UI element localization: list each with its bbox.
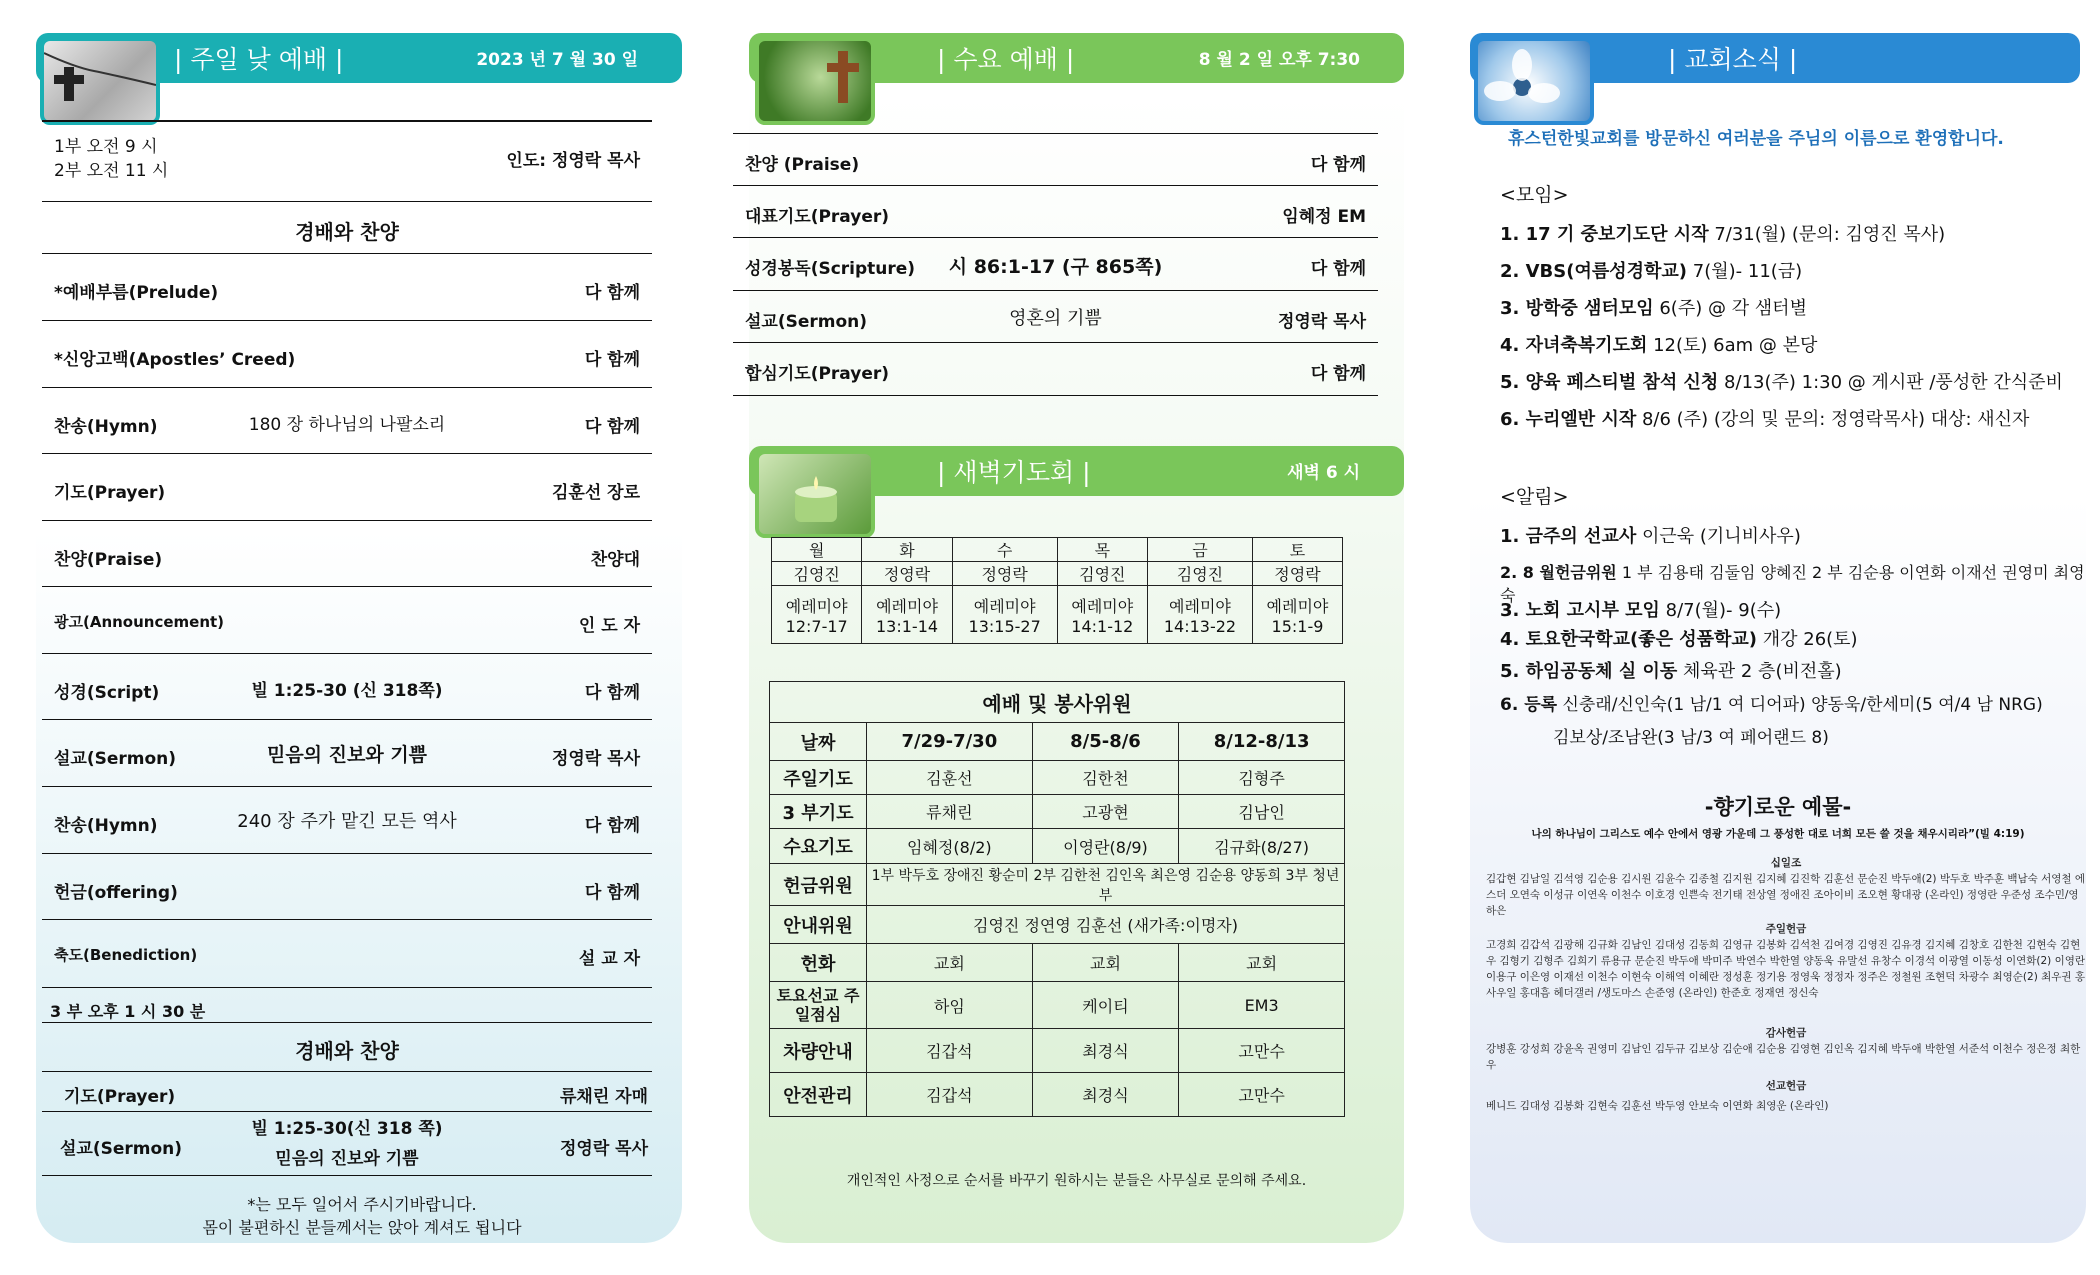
third-sermon-scripture: 빌 1:25-30(신 318 쪽) (251, 1119, 443, 1139)
order-item (42, 787, 652, 854)
order-responsible: 임혜정 EM (1282, 207, 1366, 227)
order-label: *예배부름(Prelude) (54, 283, 219, 303)
meeting-item (1500, 220, 1945, 246)
committee-title: 예배 및 봉사위원 (770, 682, 1345, 723)
church-news-panel (1400, 0, 2100, 1275)
thanks-offering-names: 강병훈 강성희 강윤옥 권영미 김남인 김두규 김보상 김순애 김순용 김영현 김인옥 김지혜 박두애 박한열 서준석 이천수 정은정 최한우 (1486, 1043, 2081, 1071)
passage-cell (952, 586, 1057, 644)
role-label: 차량안내 (770, 1029, 867, 1073)
seated-note: 몸이 불편하신 분들께서는 앉아 계셔도 됩니다 (202, 1218, 522, 1237)
order-detail: 240 장 주가 맡긴 모든 역사 (237, 811, 457, 832)
order-item (42, 388, 652, 454)
passage-cell (1252, 586, 1342, 644)
service-1-time: 1부 오전 9 시 (54, 137, 158, 157)
verse: 15:1-9 (1271, 616, 1324, 636)
meeting-detail: 6(주) @ 각 샘터별 (1659, 298, 1807, 319)
role-cell: 김훈선 (867, 761, 1033, 795)
notice-item (1500, 625, 1858, 651)
order-label: 설교(Sermon) (745, 312, 868, 332)
order-responsible: 다 함께 (584, 283, 640, 303)
dawn-time: 새벽 6 시 (1287, 463, 1360, 483)
verse: 12:7-17 (785, 616, 848, 636)
order-detail: 180 장 하나님의 나팔소리 (248, 415, 446, 435)
sunday-offering-names: 고경희 김갑석 김광해 김규화 김남인 김대성 김동희 김영규 김봉화 김석천 김여경 김영진 김유경 김지혜 김창호 김한천 김현숙 김현우 김형기 김형주 김희기 류용규 문순진 박두애 박미주 박연수 박한열 양동욱 유말선 유창수 이경석 이광열 이동성 이연화(2) 이영란 이용구 이은영 이재선 이천수 이현숙 이해역 이혜란 정성훈 정기용 정영욱 정정자 정주은 정철원 조현덕 차광수 최영순(2) 최우권 홍사우일 홍대흠 헤더갤러 /생도마스 손준영 (온라인) 한준호 정재연 정신숙 (1486, 939, 2086, 999)
leader-cell: 김영진 (1147, 562, 1252, 586)
day-cell: 목 (1057, 538, 1147, 562)
meeting-title: 5. 양육 페스티벌 참석 신청 (1500, 372, 1719, 393)
order-item (733, 186, 1378, 238)
role-cell: 김규화(8/27) (1179, 829, 1345, 864)
role-cell: EM3 (1179, 982, 1345, 1029)
meeting-title: 2. VBS(여름성경학교) (1500, 261, 1688, 282)
order-responsible: 다 함께 (1310, 364, 1366, 384)
order-label: 합심기도(Prayer) (745, 364, 890, 384)
notice-detail: 8/7(월)- 9(수) (1665, 600, 1782, 621)
third-sermon-preacher: 정영락 목사 (559, 1139, 648, 1159)
book: 예레미야 (876, 596, 938, 616)
order-responsible: 다 함께 (584, 683, 640, 703)
welcome-message: 휴스턴한빛교회를 방문하신 여러분을 주님의 이름으로 환영합니다. (1508, 129, 2004, 149)
order-item (42, 321, 652, 388)
notice-item (1500, 596, 1781, 622)
order-responsible: 다 함께 (584, 350, 640, 370)
standing-note: *는 모두 일어서 주시기바랍니다. (247, 1195, 477, 1214)
section-heading-row (42, 202, 652, 254)
order-responsible: 다 함께 (584, 417, 640, 437)
order-label: 성경(Script) (54, 683, 160, 703)
order-label: 광고(Announcement) (54, 613, 225, 631)
role-cell: 고만수 (1179, 1029, 1345, 1073)
order-label: 설교(Sermon) (54, 749, 177, 769)
role-label: 수요기도 (770, 829, 867, 864)
role-span-cell: 김영진 정연영 김훈선 (새가족:이명자) (867, 906, 1345, 944)
role-cell: 케이티 (1032, 982, 1179, 1029)
order-responsible: 다 함께 (584, 883, 640, 903)
order-item (42, 587, 652, 654)
order-responsible: 정영락 목사 (551, 749, 640, 769)
role-cell: 하임 (867, 982, 1033, 1029)
role-cell: 최경식 (1032, 1029, 1179, 1073)
meeting-title: 4. 자녀축복기도회 (1500, 335, 1648, 356)
sunday-offering-section (1486, 921, 2086, 1001)
flower-image (1474, 37, 1594, 125)
meeting-item (1500, 368, 2063, 394)
order-responsible: 찬양대 (590, 550, 640, 570)
role-cell: 김한천 (1032, 761, 1179, 795)
verse: 13:1-14 (875, 616, 939, 636)
wednesday-title: | 수요 예배 | (937, 45, 1075, 74)
passage-cell (1147, 586, 1252, 644)
order-item (42, 920, 652, 988)
notice-title: 6. 등록 (1500, 695, 1558, 715)
third-sermon-title: 믿음의 진보와 기쁨 (275, 1149, 419, 1169)
service-times-row (42, 120, 652, 202)
offering-title: -향기로운 예물- (1704, 795, 1852, 819)
notice-title: 5. 하임공동체 실 이동 (1500, 661, 1678, 682)
leader-cell: 김영진 (1057, 562, 1147, 586)
role-cell: 이영란(8/9) (1032, 829, 1179, 864)
order-label: 찬양 (Praise) (745, 155, 860, 175)
order-responsible: 다 함께 (1310, 155, 1366, 175)
tithe-names: 김갑현 김남일 김석영 김순용 김시원 김윤수 김종철 김지원 김지혜 김진학 김훈선 문순진 박두애(2) 박두호 박주훈 백남숙 서영철 에스더 오연숙 이성규 이연옥 이천수 이호경 인쁜숙 전기태 전상열 정애진 조아이비 조오현 황대광 (온라인) 정영란 우준성 조수민/영하은 (1486, 873, 2086, 917)
order-item (42, 254, 652, 321)
order-responsible: 정영락 목사 (1277, 312, 1366, 332)
order-detail: 믿음의 진보와 기쁨 (266, 744, 428, 766)
meeting-title: 3. 방학중 샘터모임 (1500, 298, 1654, 319)
service-committee-table (769, 681, 1345, 1117)
worship-leader: 인도: 정영락 목사 (506, 151, 640, 171)
third-sermon-label: 설교(Sermon) (60, 1139, 183, 1159)
notice-detail: 김보상/조남완(3 남/3 여 페어랜드 8) (1553, 728, 1829, 748)
meeting-item (1500, 257, 1802, 283)
day-cell: 금 (1147, 538, 1252, 562)
notice-detail: 개강 26(토) (1762, 629, 1858, 650)
sunday-worship-panel (0, 0, 700, 1275)
role-label: 안내위원 (770, 906, 867, 944)
verse: 14:1-12 (1071, 616, 1134, 636)
role-cell: 임혜정(8/2) (867, 829, 1033, 864)
order-detail: 시 86:1-17 (구 865쪽) (948, 256, 1163, 278)
mission-offering-names: 베니드 김대성 김봉화 김현숙 김훈선 박두영 안보숙 이연화 최영운 (온라인) (1486, 1100, 1829, 1112)
date-label: 날짜 (770, 723, 867, 761)
meeting-item (1500, 405, 2029, 431)
leader-cell: 정영락 (1252, 562, 1342, 586)
role-cell: 류채린 (867, 795, 1033, 829)
order-detail: 빌 1:25-30 (신 318쪽) (251, 681, 443, 701)
order-item (733, 343, 1378, 396)
sunday-date: 2023 년 7 월 30 일 (476, 50, 638, 70)
wooden-cross-image (755, 37, 875, 125)
order-detail: 영혼의 기쁨 (1009, 308, 1102, 329)
meeting-detail: 8/6 (주) (강의 및 문의: 정영락목사) 대상: 새신자 (1641, 409, 2030, 430)
sunday-offering-heading: 주일헌금 (1765, 923, 1807, 935)
mission-offering-section (1486, 1078, 2086, 1114)
date-header: 8/12-8/13 (1179, 723, 1345, 761)
meeting-item (1500, 331, 1817, 357)
meetings-header: <모임> (1500, 184, 1569, 206)
thanks-offering-section (1486, 1025, 2086, 1073)
day-cell: 월 (772, 538, 862, 562)
third-sermon-row (42, 1112, 652, 1176)
leader-cell: 정영락 (952, 562, 1057, 586)
role-label: 3 부기도 (770, 795, 867, 829)
leader-cell: 김영진 (772, 562, 862, 586)
order-label: 헌금(offering) (54, 883, 178, 903)
day-cell: 수 (952, 538, 1057, 562)
notices-header: <알림> (1500, 486, 1569, 508)
notice-item (1500, 657, 1842, 683)
order-responsible: 인 도 자 (578, 616, 640, 636)
dawn-prayer-table (771, 537, 1343, 644)
meeting-title: 6. 누리엘반 시작 (1500, 409, 1637, 430)
meeting-title: 1. 17 기 중보기도단 시작 (1500, 224, 1709, 245)
role-span-cell: 1부 박두호 장애진 황순미 2부 김한천 김인옥 최은영 김순용 양동희 3부 청년부 (867, 864, 1345, 906)
committee-note: 개인적인 사정으로 순서를 바꾸기 원하시는 분들은 사무실로 문의해 주세요. (846, 1173, 1307, 1189)
order-responsible: 다 함께 (584, 816, 640, 836)
day-cell: 토 (1252, 538, 1342, 562)
order-label: 성경봉독(Scripture) (745, 259, 916, 279)
notice-detail: 신충래/신인숙(1 남/1 여 디어파) 양동욱/한세미(5 여/4 남 NRG) (1562, 695, 2043, 715)
role-label: 헌화 (770, 944, 867, 982)
order-label: 축도(Benediction) (54, 946, 198, 964)
role-label: 토요선교 주일점심 (770, 982, 867, 1029)
notice-item (1500, 522, 1801, 548)
passage-cell (772, 586, 862, 644)
day-cell: 화 (862, 538, 952, 562)
date-header: 7/29-7/30 (867, 723, 1033, 761)
dawn-title: | 새벽기도회 | (937, 458, 1091, 487)
meeting-item (1500, 294, 1807, 320)
notice-title: 1. 금주의 선교사 (1500, 526, 1637, 547)
verse: 14:13-22 (1163, 616, 1237, 636)
role-cell: 최경식 (1032, 1073, 1179, 1117)
sunday-title: | 주일 낮 예배 | (174, 45, 344, 74)
news-title: | 교회소식 | (1668, 45, 1798, 74)
meeting-detail: 8/13(주) 1:30 @ 게시판 /풍성한 간식준비 (1724, 372, 2063, 393)
book: 예레미야 (1071, 596, 1134, 616)
notice-item (1500, 690, 2043, 715)
role-cell: 고만수 (1179, 1073, 1345, 1117)
passage-cell (862, 586, 952, 644)
order-item (733, 133, 1378, 186)
order-responsible: 김훈선 장로 (551, 483, 640, 503)
third-prayer-label: 기도(Prayer) (64, 1087, 176, 1107)
order-label: 찬송(Hymn) (54, 417, 158, 437)
thanks-offering-heading: 감사헌금 (1765, 1027, 1807, 1039)
notice-detail: 체육관 2 층(비전홀) (1683, 661, 1842, 682)
order-label: 기도(Prayer) (54, 483, 166, 503)
role-label: 안전관리 (770, 1073, 867, 1117)
third-service-time: 3 부 오후 1 시 30 분 (50, 1002, 206, 1021)
notice-title: 2. 8 월헌금위원 (1500, 563, 1617, 582)
section-heading: 경배와 찬양 (295, 220, 399, 244)
third-section-heading: 경배와 찬양 (295, 1039, 399, 1063)
book: 예레미야 (1266, 596, 1329, 616)
role-label: 주일기도 (770, 761, 867, 795)
candle-image (755, 450, 875, 538)
order-item (42, 720, 652, 787)
order-label: *신앙고백(Apostles’ Creed) (54, 350, 296, 370)
meeting-detail: 7/31(월) (문의: 김영진 목사) (1714, 224, 1946, 245)
book: 예레미야 (1169, 596, 1231, 616)
order-item (733, 238, 1378, 291)
notice-detail: 이근욱 (기니비사우) (1641, 526, 1801, 547)
meeting-detail: 12(토) 6am @ 본당 (1653, 335, 1818, 356)
order-responsible: 다 함께 (1310, 259, 1366, 279)
role-cell: 교회 (867, 944, 1033, 982)
cross-necklace-image (40, 37, 160, 125)
leader-cell: 정영락 (862, 562, 952, 586)
order-responsible: 설 교 자 (578, 949, 640, 969)
book: 예레미야 (973, 596, 1036, 616)
role-cell: 김형주 (1179, 761, 1345, 795)
notice-title: 3. 노회 고시부 모임 (1500, 600, 1660, 621)
book: 예레미야 (785, 596, 848, 616)
order-label: 찬송(Hymn) (54, 816, 158, 836)
wednesday-date: 8 월 2 일 오후 7:30 (1198, 50, 1360, 70)
order-label: 찬양(Praise) (54, 550, 163, 570)
role-cell: 교회 (1179, 944, 1345, 982)
tithe-heading: 십일조 (1770, 857, 1802, 869)
order-item (42, 654, 652, 720)
role-cell: 김갑석 (867, 1073, 1033, 1117)
offering-verse: 나의 하나님이 그리스도 예수 안에서 영광 가운데 그 풍성한 대로 너희 모든 쓸 것을 채우시리라”(빌 4:19) (1531, 828, 2025, 840)
third-prayer-person: 류채린 자매 (559, 1087, 648, 1107)
notice-detail: 1 부 김용태 김둘임 양혜진 2 부 김순용 이연화 이재선 권영미 최영숙 (1500, 563, 2085, 605)
role-label: 헌금위원 (770, 864, 867, 906)
order-item (42, 521, 652, 587)
verse: 13:15-27 (968, 616, 1041, 636)
third-section-row (42, 1022, 652, 1072)
role-cell: 김남인 (1179, 795, 1345, 829)
role-cell: 교회 (1032, 944, 1179, 982)
mission-offering-heading: 선교헌금 (1765, 1080, 1807, 1092)
role-cell: 고광현 (1032, 795, 1179, 829)
order-item (42, 454, 652, 521)
service-2-time: 2부 오전 11 시 (54, 161, 169, 181)
order-item (42, 854, 652, 920)
notice-item (1553, 723, 1829, 748)
meeting-detail: 7(월)- 11(금) (1692, 261, 1803, 282)
date-header: 8/5-8/6 (1032, 723, 1179, 761)
wednesday-dawn-panel (700, 0, 1400, 1275)
order-label: 대표기도(Prayer) (745, 207, 890, 227)
notice-title: 4. 토요한국학교(좋은 성품학교) (1500, 629, 1758, 650)
third-prayer-row (42, 1072, 652, 1112)
passage-cell (1057, 586, 1147, 644)
role-cell: 김갑석 (867, 1029, 1033, 1073)
order-item (733, 291, 1378, 343)
tithe-section (1486, 855, 2086, 919)
